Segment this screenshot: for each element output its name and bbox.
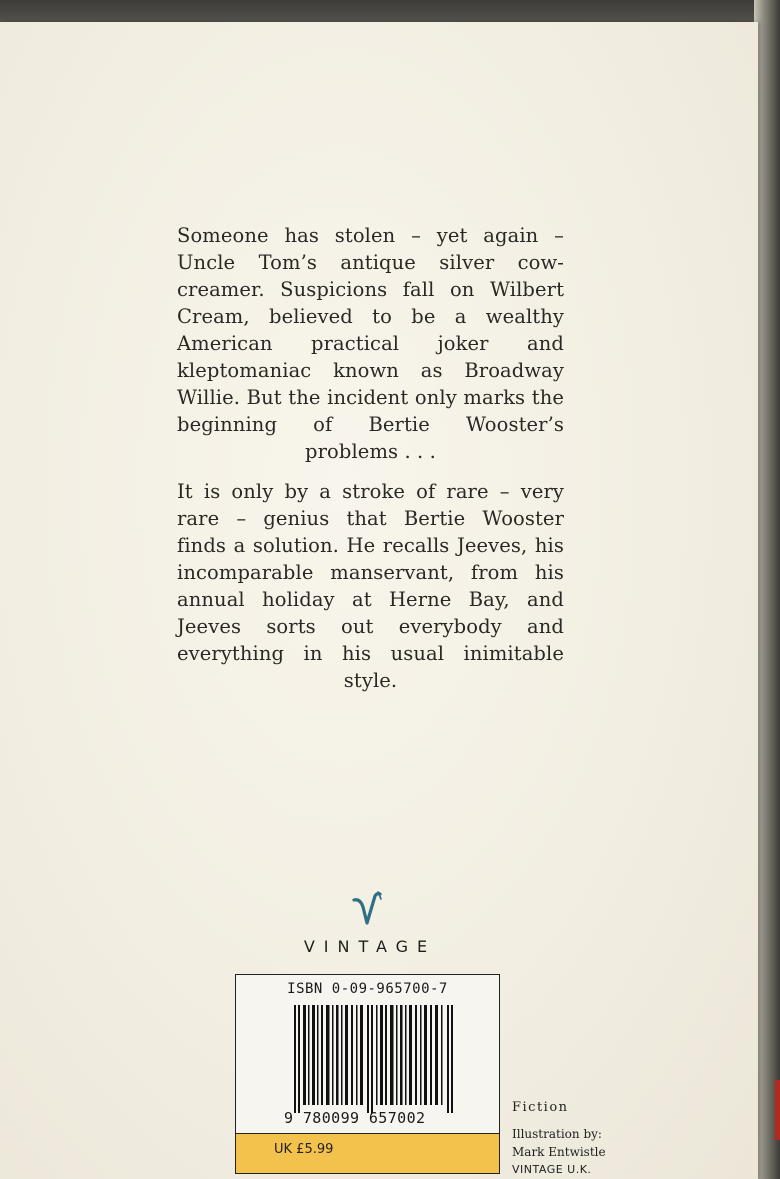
imprint-label: VINTAGE U.K. bbox=[512, 1163, 592, 1176]
red-edge-mark bbox=[775, 1080, 780, 1140]
vintage-v-logo-icon bbox=[348, 890, 388, 932]
blurb-paragraph-2: It is only by a stroke of rare – very rare – genius that Bertie Wooster finds a solution. He recalls Jeeves, his incomparable manservant, from his annual holiday at Herne Bay, and Jeeves sorts out everybody and everything in his usual inimitable style. bbox=[177, 480, 564, 692]
barcode-box bbox=[235, 974, 500, 1174]
price-band bbox=[236, 1133, 499, 1173]
ean-number: 9 780099 657002 bbox=[284, 1109, 426, 1127]
barcode-bars bbox=[294, 1005, 454, 1113]
blurb-paragraph-1: Someone has stolen – yet again – Uncle Tom’s antique silver cow-creamer. Suspicions fall on Wilbert Cream, believed to be a wealthy American practical joker and kleptomaniac known as Broadway Willie. But the incident only marks the beginning of Bertie Wooster’s problems . . . bbox=[177, 224, 564, 463]
back-cover bbox=[0, 22, 758, 1179]
illustration-label: Illustration by: bbox=[512, 1127, 602, 1141]
illustrator-name: Mark Entwistle bbox=[512, 1145, 606, 1159]
price-text: UK £5.99 bbox=[274, 1142, 334, 1157]
side-info bbox=[512, 1100, 606, 1179]
blurb-text bbox=[177, 222, 564, 694]
isbn-text: ISBN 0-09-965700-7 bbox=[287, 981, 448, 997]
publisher-name: VINTAGE bbox=[303, 937, 437, 956]
genre-label: Fiction bbox=[512, 1100, 569, 1115]
